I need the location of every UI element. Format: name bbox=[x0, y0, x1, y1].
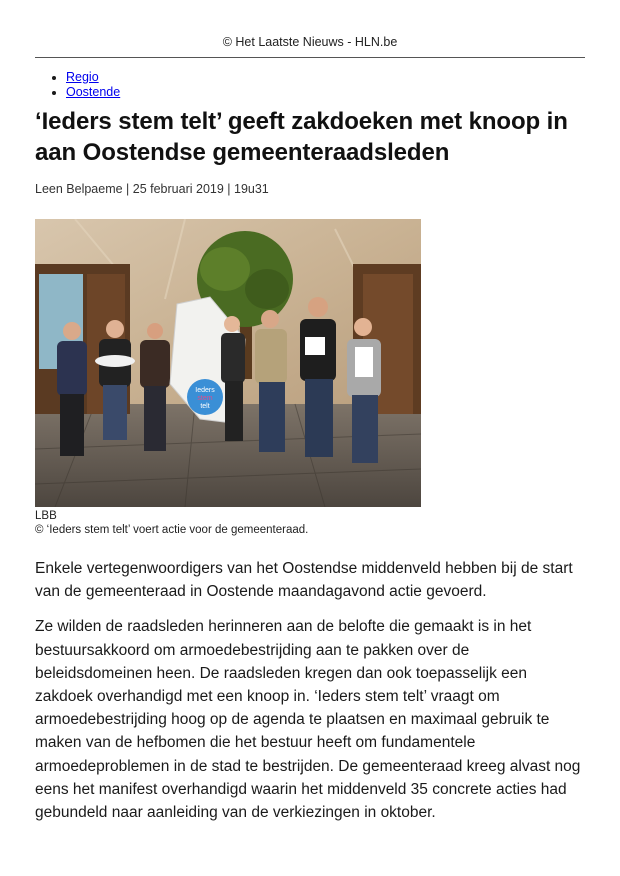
article-page bbox=[35, 0, 585, 824]
breadcrumb bbox=[35, 70, 585, 99]
photo-credit: LBB bbox=[35, 510, 57, 522]
breadcrumb-item-regio bbox=[66, 70, 585, 85]
source-header: © Het Laatste Nieuws - HLN.be bbox=[35, 35, 585, 58]
group-photo-illustration bbox=[35, 219, 421, 507]
banner-word-2: stem bbox=[197, 395, 213, 402]
article-paragraph: Enkele vertegenwoordigers van het Oostendse middenveld hebben bij de start van de gemeenteraad in Oostende maandagavond actie gevoerd. bbox=[35, 560, 573, 601]
article-byline: Leen Belpaeme | 25 februari 2019 | 19u31 bbox=[35, 182, 269, 196]
photo-caption: © ‘Ieders stem telt’ voert actie voor de gemeenteraad. bbox=[35, 524, 309, 536]
banner-word-1: Ieders bbox=[195, 387, 215, 394]
breadcrumb-link-regio[interactable]: Regio bbox=[66, 70, 99, 84]
article-photo bbox=[35, 219, 421, 507]
breadcrumb-item-oostende bbox=[66, 85, 585, 100]
banner-word-3: telt bbox=[200, 403, 210, 410]
article-body bbox=[35, 557, 585, 824]
article-title: ‘Ieders stem telt’ geeft zakdoeken met knoop in aan Oostendse gemeenteraadsleden bbox=[35, 108, 568, 166]
breadcrumb-link-oostende[interactable]: Oostende bbox=[66, 84, 121, 99]
article-paragraph: Ze wilden de raadsleden herinneren aan de belofte die gemaakt is in het bestuursakkoord om armoedebestrijding aan te pakken over de beleidsdomeinen heen. De raadsleden kregen dan ook toepasselijk een zakdoek overhandigd met een knoop in. ‘Ieders stem telt’ vraagt om armoedebestrijding hoog op de agenda te plaatsen en maximaal gebruik te maken van de hefbomen die het bestuur heeft om fundamentele armoedeproblemen in de stad te bestrijden. De gemeenteraad kreeg alvast nog eens het manifest overhandigd waarin het middenveld 35 concrete acties had gebundeld naar aanleiding van de verkiezingen in oktober. bbox=[35, 618, 581, 822]
